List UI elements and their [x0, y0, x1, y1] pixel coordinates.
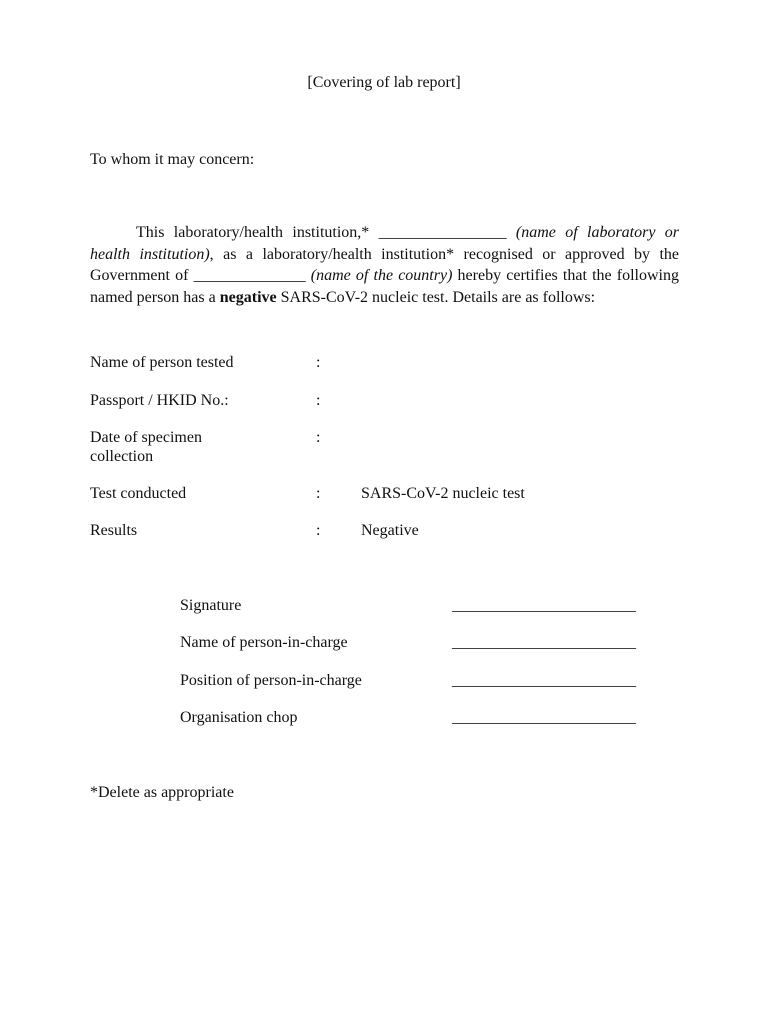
- detail-value: Negative: [361, 522, 419, 539]
- person-in-charge-label: Name of person-in-charge: [180, 634, 348, 651]
- paragraph-text-1: This laboratory/health institution,* ________________: [136, 224, 516, 241]
- detail-label: Name of person tested: [90, 354, 234, 371]
- signature-label: Signature: [180, 597, 242, 614]
- signature-blank-line: _______________________: [452, 597, 636, 614]
- document-title: [Covering of lab report]: [307, 74, 461, 91]
- organisation-chop-blank-line: _______________________: [452, 709, 636, 726]
- detail-colon: :: [316, 392, 321, 409]
- detail-colon: :: [316, 522, 321, 539]
- detail-label: Date of specimen collection: [90, 429, 202, 465]
- organisation-chop-label: Organisation chop: [180, 709, 298, 726]
- position-label: Position of person-in-charge: [180, 672, 362, 689]
- paragraph-italic-lab-name: (name of laboratory or health institution): [90, 224, 679, 263]
- detail-label: Passport / HKID No.:: [90, 392, 229, 409]
- detail-colon: :: [316, 485, 321, 502]
- detail-label: Test conducted: [90, 485, 187, 502]
- person-in-charge-blank-line: _______________________: [452, 634, 636, 651]
- paragraph-text-3: hereby certifies that the following named person has a: [90, 267, 679, 306]
- certification-paragraph: [90, 222, 679, 308]
- detail-value: SARS-CoV-2 nucleic test: [361, 485, 525, 502]
- paragraph-bold-negative: negative: [219, 288, 277, 306]
- paragraph-text-4: SARS-CoV-2 nucleic test. Details are as follows:: [276, 288, 596, 306]
- salutation: To whom it may concern:: [90, 151, 255, 168]
- detail-colon: :: [316, 354, 321, 371]
- position-blank-line: _______________________: [452, 672, 636, 689]
- paragraph-italic-country: (name of the country): [310, 267, 453, 284]
- detail-label: Results: [90, 522, 138, 539]
- footnote: *Delete as appropriate: [90, 784, 234, 801]
- detail-colon: :: [316, 429, 321, 446]
- paragraph-text-2: , as a laboratory/health institution* recognised or approved by the Government of ______________: [90, 245, 680, 284]
